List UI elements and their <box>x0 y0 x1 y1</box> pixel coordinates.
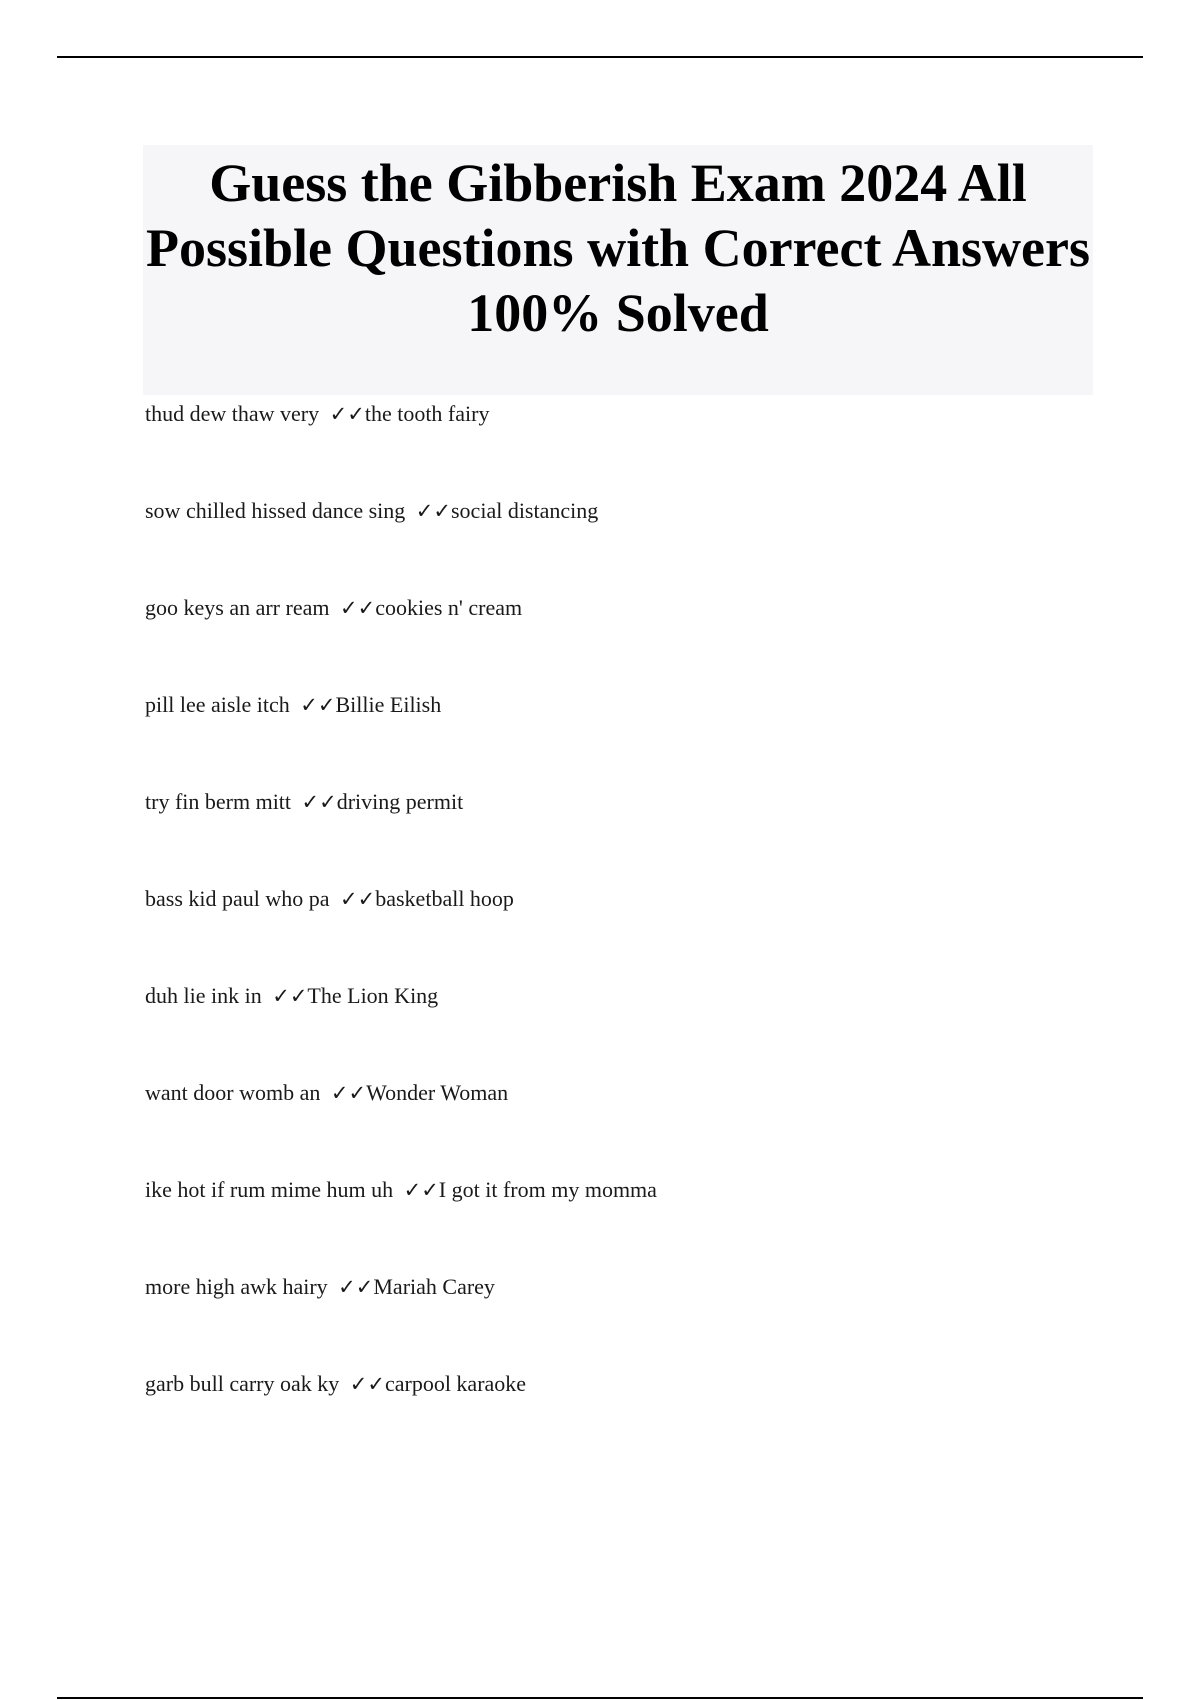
answer-text: I got it from my momma <box>438 1177 657 1202</box>
double-check-icon: ✓✓ <box>329 402 365 426</box>
double-check-icon: ✓✓ <box>338 1275 374 1299</box>
list-item <box>145 787 1105 884</box>
answer-text: Billie Eilish <box>335 692 442 717</box>
answer-text: Mariah Carey <box>373 1274 495 1299</box>
list-item <box>145 981 1105 1078</box>
double-check-icon: ✓✓ <box>339 596 376 620</box>
double-check-icon: ✓✓ <box>415 499 451 523</box>
list-item <box>145 496 1105 593</box>
question-text: want door womb an <box>145 1080 321 1105</box>
list-item <box>145 1078 1105 1175</box>
answer-text: basketball hoop <box>375 886 514 911</box>
list-item <box>145 1272 1105 1369</box>
document-title: Guess the Gibberish Exam 2024 All Possible Questions with Correct Answers 100% Solved <box>146 153 1090 343</box>
bottom-divider <box>57 1697 1143 1699</box>
question-text: bass kid paul who pa <box>145 886 330 911</box>
double-check-icon: ✓✓ <box>272 984 308 1008</box>
double-check-icon: ✓✓ <box>340 887 376 911</box>
qa-list <box>145 399 1105 1466</box>
answer-text: social distancing <box>451 498 599 523</box>
list-item <box>145 1369 1105 1466</box>
top-divider <box>57 56 1143 58</box>
answer-text: cookies n' cream <box>375 595 523 620</box>
question-text: garb bull carry oak ky <box>145 1371 340 1396</box>
double-check-icon: ✓✓ <box>403 1178 439 1202</box>
title-banner <box>143 145 1093 395</box>
list-item <box>145 1175 1105 1272</box>
answer-text: carpool karaoke <box>384 1371 527 1396</box>
question-text: ike hot if rum mime hum uh <box>145 1177 394 1202</box>
list-item <box>145 690 1105 787</box>
question-text: more high awk hairy <box>145 1274 328 1299</box>
question-text: thud dew thaw very <box>145 401 320 426</box>
answer-text: Wonder Woman <box>366 1080 509 1105</box>
answer-text: driving permit <box>336 789 464 814</box>
question-text: pill lee aisle itch <box>145 692 290 717</box>
double-check-icon: ✓✓ <box>300 693 336 717</box>
double-check-icon: ✓✓ <box>301 790 337 814</box>
double-check-icon: ✓✓ <box>349 1372 385 1396</box>
list-item <box>145 399 1105 496</box>
answer-text: the tooth fairy <box>364 401 490 426</box>
question-text: duh lie ink in <box>145 983 262 1008</box>
question-text: goo keys an arr ream <box>145 595 330 620</box>
answer-text: The Lion King <box>307 983 439 1008</box>
question-text: sow chilled hissed dance sing <box>145 498 406 523</box>
list-item <box>145 593 1105 690</box>
double-check-icon: ✓✓ <box>330 1081 367 1105</box>
question-text: try fin berm mitt <box>145 789 292 814</box>
list-item <box>145 884 1105 981</box>
